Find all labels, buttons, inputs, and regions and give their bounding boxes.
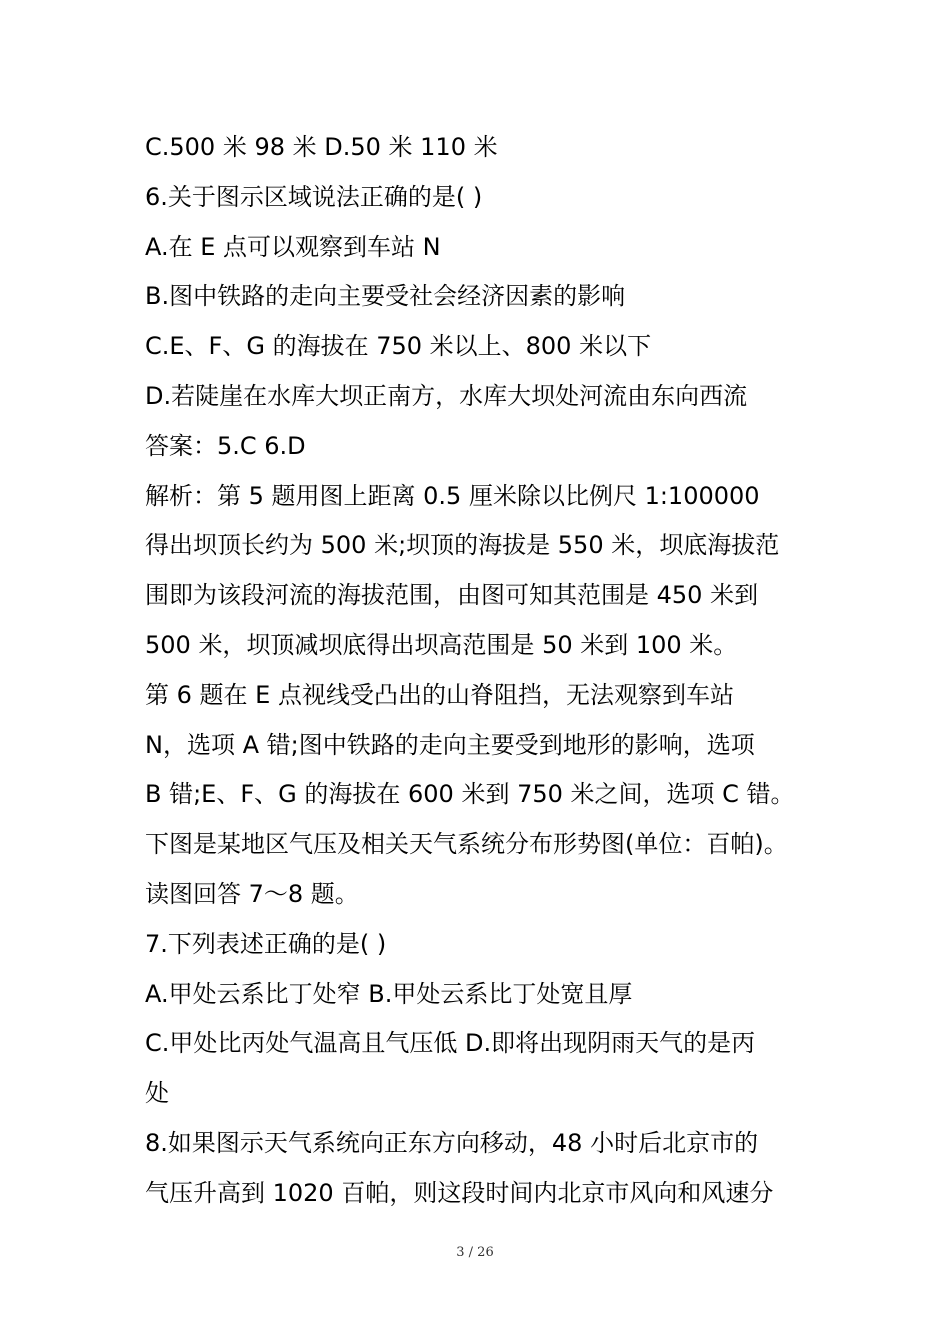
text-line: 答案：5.C 6.D [145,431,306,460]
text-line: C.甲处比丙处气温高且气压低 D.即将出现阴雨天气的是丙 [145,1029,756,1058]
text-line: C.E、F、G 的海拔在 750 米以上、800 米以下 [145,332,652,361]
text-line: 下图是某地区气压及相关天气系统分布形势图(单位：百帕)。 [145,830,788,859]
text-line: 6.关于图示区域说法正确的是( ) [145,182,483,211]
text-line: B.图中铁路的走向主要受社会经济因素的影响 [145,282,626,311]
text-line: 8.如果图示天气系统向正东方向移动，48 小时后北京市的 [145,1128,759,1157]
text-line: 围即为该段河流的海拔范围，由图可知其范围是 450 米到 [145,581,759,610]
text-line: 500 米，坝顶减坝底得出坝高范围是 50 米到 100 米。 [145,630,738,659]
text-line: 气压升高到 1020 百帕，则这段时间内北京市风向和风速分 [145,1178,774,1207]
text-line: 7.下列表述正确的是( ) [145,929,387,958]
text-line: C.500 米 98 米 D.50 米 110 米 [145,133,498,161]
document-body [145,123,835,1219]
text-line: N，选项 A 错;图中铁路的走向主要受到地形的影响，选项 [145,730,755,759]
text-line: A.甲处云系比丁处窄 B.甲处云系比丁处宽且厚 [145,979,633,1008]
text-line: D.若陡崖在水库大坝正南方，水库大坝处河流由东向西流 [145,381,748,410]
text-line: 解析：第 5 题用图上距离 0.5 厘米除以比例尺 1:100000 [145,481,760,510]
text-line: 得出坝顶长约为 500 米;坝顶的海拔是 550 米，坝底海拔范 [145,531,780,560]
text-line: A.在 E 点可以观察到车站 N [145,232,441,261]
text-line: B 错;E、F、G 的海拔在 600 米到 750 米之间，选项 C 错。 [145,780,795,809]
text-line: 处 [145,1079,169,1108]
text-line: 第 6 题在 E 点视线受凸出的山脊阻挡，无法观察到车站 [145,680,734,709]
page-number: 3 / 26 [456,1245,494,1260]
text-line: 读图回答 7～8 题。 [145,879,359,908]
